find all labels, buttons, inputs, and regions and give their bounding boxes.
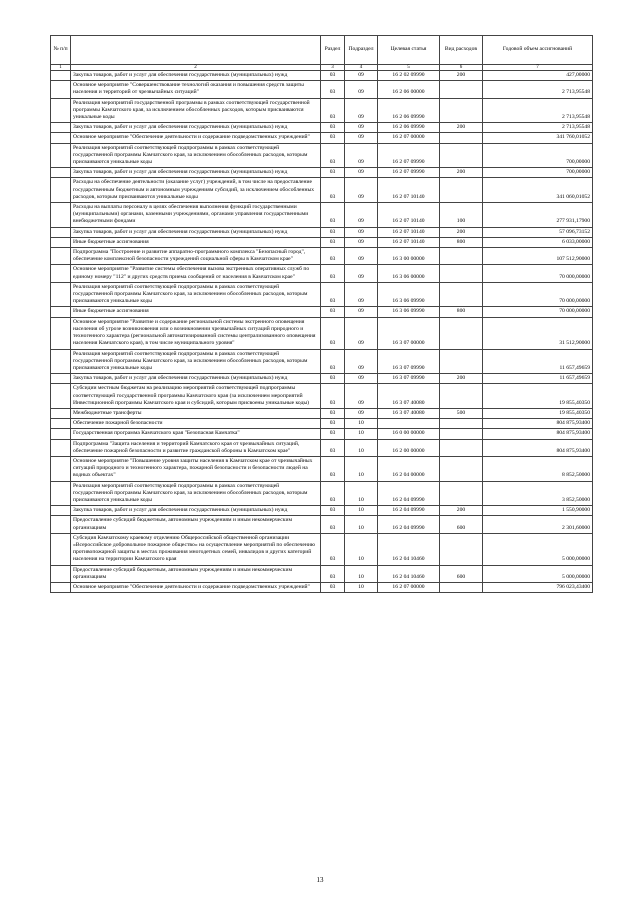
cell-name: Иные бюджетные ассигнования — [71, 237, 321, 247]
table-row — [51, 237, 593, 247]
table-row — [51, 456, 593, 481]
column-number: 1 — [51, 65, 71, 71]
table-row — [51, 374, 593, 384]
table-row — [51, 282, 593, 307]
cell-target: 16 3 07 40080 — [378, 384, 440, 409]
cell-vid — [440, 429, 483, 439]
cell-vid — [440, 317, 483, 349]
cell-num — [51, 123, 71, 133]
cell-num — [51, 143, 71, 168]
cell-razdel: 03 — [321, 384, 345, 409]
table-row — [51, 408, 593, 418]
cell-target: 16 3 07 00000 — [378, 317, 440, 349]
cell-num — [51, 439, 71, 456]
cell-podrazdel: 10 — [345, 533, 378, 565]
cell-target: 16 2 00 00000 — [378, 439, 440, 456]
table-row — [51, 81, 593, 98]
cell-num — [51, 307, 71, 317]
table-row — [51, 384, 593, 409]
cell-num — [51, 419, 71, 429]
cell-num — [51, 71, 71, 81]
cell-name: Подпрограмма "Защита населения и территорий Камчатского края от чрезвычайных ситуаций, обеспечение пожарной безопасности и развитие гражданской обороны в Камчатском крае" — [71, 439, 321, 456]
cell-num — [51, 506, 71, 516]
cell-amount: 8 852,50000 — [483, 456, 593, 481]
cell-num — [51, 282, 71, 307]
cell-podrazdel: 10 — [345, 439, 378, 456]
cell-podrazdel: 09 — [345, 265, 378, 282]
table-row — [51, 533, 593, 565]
header-name — [71, 36, 321, 65]
cell-vid: 200 — [440, 123, 483, 133]
cell-num — [51, 178, 71, 203]
cell-vid — [440, 133, 483, 143]
cell-razdel: 03 — [321, 481, 345, 506]
table-row — [51, 565, 593, 582]
cell-razdel: 03 — [321, 265, 345, 282]
cell-vid: 500 — [440, 408, 483, 418]
cell-amount: 3 852,50000 — [483, 481, 593, 506]
cell-name: Реализация мероприятий соответствующей подпрограммы в рамках соответствующей государственной программы Камчатского края, за исключением обособленных расходов, которым присваиваются уникальные коды — [71, 143, 321, 168]
cell-target: 16 2 04 09990 — [378, 516, 440, 533]
table-row — [51, 506, 593, 516]
cell-num — [51, 533, 71, 565]
cell-name: Закупка товаров, работ и услуг для обеспечения государственных (муниципальных) нужд — [71, 374, 321, 384]
cell-podrazdel: 10 — [345, 481, 378, 506]
cell-podrazdel: 09 — [345, 168, 378, 178]
cell-num — [51, 481, 71, 506]
cell-target: 16 2 07 10140 — [378, 178, 440, 203]
cell-podrazdel: 09 — [345, 237, 378, 247]
header-podrazdel: Подраздел — [345, 36, 378, 65]
cell-target: 16 3 06 09990 — [378, 307, 440, 317]
cell-vid: 100 — [440, 203, 483, 228]
cell-num — [51, 248, 71, 265]
cell-razdel: 03 — [321, 516, 345, 533]
cell-num — [51, 582, 71, 592]
cell-podrazdel: 09 — [345, 282, 378, 307]
cell-target: 16 2 07 00000 — [378, 582, 440, 592]
cell-vid — [440, 143, 483, 168]
cell-amount: 11 657,49659 — [483, 374, 593, 384]
cell-razdel: 03 — [321, 506, 345, 516]
cell-vid — [440, 282, 483, 307]
column-number: 7 — [483, 65, 593, 71]
cell-name: Обеспечение пожарной безопасности — [71, 419, 321, 429]
cell-num — [51, 384, 71, 409]
cell-amount: 804 875,93400 — [483, 419, 593, 429]
column-number: 2 — [71, 65, 321, 71]
table-row — [51, 429, 593, 439]
cell-amount: 57 096,73152 — [483, 227, 593, 237]
cell-name: Расходы на выплаты персоналу в целях обеспечения выполнения функций государственными (муниципальными) органами, казенными учреждениями, органами управления государственными внебюджетными фондами — [71, 203, 321, 228]
cell-target: 16 2 04 09990 — [378, 506, 440, 516]
cell-podrazdel: 09 — [345, 81, 378, 98]
cell-amount: 107 512,90000 — [483, 248, 593, 265]
cell-num — [51, 317, 71, 349]
table-row — [51, 123, 593, 133]
cell-razdel: 03 — [321, 429, 345, 439]
table-row — [51, 317, 593, 349]
cell-amount: 70 000,00000 — [483, 265, 593, 282]
header-num: № п/п — [51, 36, 71, 65]
cell-target: 16 2 04 10460 — [378, 533, 440, 565]
cell-target: 16 2 04 10460 — [378, 565, 440, 582]
cell-name: Основное мероприятие "Развитие и содержание региональной системы экстренного оповещения населения об угрозе возникновения или о возникновении чрезвычайных ситуаций природного и техногенного характера (региональной автоматизированной системы централизованного оповещения населения Камчатского края), в том числе муниципального уровня" — [71, 317, 321, 349]
table-row — [51, 71, 593, 81]
cell-razdel: 03 — [321, 419, 345, 429]
cell-num — [51, 98, 71, 123]
table-row — [51, 227, 593, 237]
budget-document — [50, 35, 592, 593]
cell-amount: 427,00000 — [483, 71, 593, 81]
cell-razdel: 03 — [321, 282, 345, 307]
cell-razdel: 03 — [321, 248, 345, 265]
cell-vid — [440, 248, 483, 265]
cell-vid: 800 — [440, 237, 483, 247]
table-row — [51, 481, 593, 506]
cell-name: Закупка товаров, работ и услуг для обеспечения государственных (муниципальных) нужд — [71, 123, 321, 133]
table-row — [51, 307, 593, 317]
table-row — [51, 178, 593, 203]
cell-amount: 2 713,95548 — [483, 98, 593, 123]
cell-podrazdel: 09 — [345, 178, 378, 203]
cell-razdel: 03 — [321, 71, 345, 81]
cell-num — [51, 516, 71, 533]
cell-amount: 11 657,49659 — [483, 349, 593, 374]
table-body — [51, 71, 593, 593]
cell-amount: 19 855,40350 — [483, 384, 593, 409]
table-row — [51, 419, 593, 429]
cell-target: 16 2 04 09990 — [378, 481, 440, 506]
cell-num — [51, 349, 71, 374]
cell-podrazdel: 10 — [345, 516, 378, 533]
table-row — [51, 203, 593, 228]
cell-name: Реализация мероприятий соответствующей подпрограммы в рамках соответствующей государственной программы Камчатского края, за исключением обособленных расходов, которым присваиваются уникальные коды — [71, 481, 321, 506]
cell-vid: 200 — [440, 71, 483, 81]
cell-razdel: 03 — [321, 317, 345, 349]
cell-name: Основное мероприятие "Повышение уровня защиты населения в Камчатском крае от чрезвычайных ситуаций природного и техногенного характера, пожарной безопасности и безопасности людей на водных объектах" — [71, 456, 321, 481]
table-row — [51, 349, 593, 374]
cell-podrazdel: 09 — [345, 349, 378, 374]
cell-target: 16 3 07 09990 — [378, 349, 440, 374]
cell-target: 16 2 06 00000 — [378, 81, 440, 98]
cell-target: 16 3 07 40080 — [378, 408, 440, 418]
cell-podrazdel: 10 — [345, 565, 378, 582]
cell-name: Межбюджетные трансферты — [71, 408, 321, 418]
cell-amount: 700,00000 — [483, 143, 593, 168]
cell-vid — [440, 178, 483, 203]
cell-target: 16 2 06 09990 — [378, 123, 440, 133]
cell-amount: 796 023,43400 — [483, 582, 593, 592]
header-amount: Годовой объем ассигнований — [483, 36, 593, 65]
cell-target — [378, 419, 440, 429]
cell-target: 16 3 06 09990 — [378, 282, 440, 307]
table-row — [51, 582, 593, 592]
table-row — [51, 133, 593, 143]
column-number: 6 — [440, 65, 483, 71]
cell-amount: 1 550,90000 — [483, 506, 593, 516]
cell-target: 16 3 06 00000 — [378, 265, 440, 282]
cell-razdel: 03 — [321, 178, 345, 203]
column-number: 4 — [345, 65, 378, 71]
cell-amount: 2 713,95548 — [483, 123, 593, 133]
cell-amount: 804 875,93400 — [483, 439, 593, 456]
cell-vid — [440, 81, 483, 98]
cell-name: Расходы на обеспечение деятельности (оказание услуг) учреждений, в том числе на предоставление государственным бюджетным и автономным учреждениям субсидий, за исключением обособленных расходов, которым присваиваются уникальные коды — [71, 178, 321, 203]
table-row — [51, 248, 593, 265]
cell-amount: 19 855,40350 — [483, 408, 593, 418]
cell-razdel: 03 — [321, 227, 345, 237]
cell-num — [51, 237, 71, 247]
cell-vid — [440, 384, 483, 409]
cell-amount: 2 301,60000 — [483, 516, 593, 533]
cell-amount: 2 713,95548 — [483, 81, 593, 98]
cell-amount: 277 931,17900 — [483, 203, 593, 228]
column-number: 5 — [378, 65, 440, 71]
cell-amount: 5 000,00000 — [483, 533, 593, 565]
cell-podrazdel: 10 — [345, 506, 378, 516]
cell-num — [51, 168, 71, 178]
cell-vid: 200 — [440, 374, 483, 384]
cell-vid: 800 — [440, 307, 483, 317]
table-row — [51, 98, 593, 123]
table-header — [51, 36, 593, 71]
cell-podrazdel: 09 — [345, 227, 378, 237]
cell-vid: 600 — [440, 516, 483, 533]
cell-name: Закупка товаров, работ и услуг для обеспечения государственных (муниципальных) нужд — [71, 227, 321, 237]
cell-num — [51, 565, 71, 582]
cell-razdel: 03 — [321, 81, 345, 98]
cell-podrazdel: 09 — [345, 143, 378, 168]
cell-num — [51, 374, 71, 384]
cell-podrazdel: 09 — [345, 71, 378, 81]
cell-target: 16 2 07 10140 — [378, 227, 440, 237]
cell-podrazdel: 09 — [345, 408, 378, 418]
cell-razdel: 03 — [321, 439, 345, 456]
cell-vid — [440, 533, 483, 565]
cell-vid: 200 — [440, 227, 483, 237]
cell-razdel: 03 — [321, 123, 345, 133]
cell-target: 16 2 06 09990 — [378, 98, 440, 123]
cell-name: Предоставление субсидий бюджетным, автономным учреждениям и иным некоммерческим организациям — [71, 516, 321, 533]
cell-name: Иные бюджетные ассигнования — [71, 307, 321, 317]
cell-name: Закупка товаров, работ и услуг для обеспечения государственных (муниципальных) нужд — [71, 506, 321, 516]
cell-podrazdel: 10 — [345, 582, 378, 592]
table-row — [51, 265, 593, 282]
column-number: 3 — [321, 65, 345, 71]
cell-num — [51, 408, 71, 418]
cell-podrazdel: 10 — [345, 429, 378, 439]
cell-target: 16 3 07 09990 — [378, 374, 440, 384]
cell-razdel: 03 — [321, 374, 345, 384]
cell-target: 16 0 00 00000 — [378, 429, 440, 439]
table-row — [51, 168, 593, 178]
cell-num — [51, 429, 71, 439]
cell-name: Основное мероприятие "Совершенствование технологий оказания и повышения средств защиты населения и территорий от чрезвычайных ситуаций" — [71, 81, 321, 98]
cell-name: Реализация мероприятий государственной программы в рамках соответствующей государственной программы Камчатского края, за исключением обособленных расходов, которым присваиваются уникальные коды — [71, 98, 321, 123]
cell-num — [51, 133, 71, 143]
cell-podrazdel: 09 — [345, 374, 378, 384]
cell-target: 16 2 07 00000 — [378, 133, 440, 143]
cell-name: Основное мероприятие "Обеспечение деятельности и содержание подведомственных учреждений" — [71, 582, 321, 592]
cell-vid — [440, 481, 483, 506]
cell-target: 16 2 07 09990 — [378, 168, 440, 178]
cell-name: Предоставление субсидий бюджетным, автономным учреждениям и иным некоммерческим организациям — [71, 565, 321, 582]
cell-razdel: 03 — [321, 98, 345, 123]
cell-amount: 31 512,90000 — [483, 317, 593, 349]
cell-name: Реализация мероприятий соответствующей подпрограммы в рамках соответствующей государственной программы Камчатского края, за исключением обособленных расходов, которым присваиваются уникальные коды — [71, 282, 321, 307]
cell-num — [51, 203, 71, 228]
cell-target: 16 2 04 00000 — [378, 456, 440, 481]
cell-name: Закупка товаров, работ и услуг для обеспечения государственных (муниципальных) нужд — [71, 168, 321, 178]
cell-num — [51, 456, 71, 481]
cell-target: 16 3 00 00000 — [378, 248, 440, 265]
cell-razdel: 03 — [321, 203, 345, 228]
page-number: 13 — [316, 876, 324, 884]
cell-razdel: 03 — [321, 565, 345, 582]
cell-vid — [440, 456, 483, 481]
cell-vid — [440, 419, 483, 429]
cell-vid — [440, 98, 483, 123]
cell-razdel: 03 — [321, 582, 345, 592]
cell-razdel: 03 — [321, 133, 345, 143]
cell-podrazdel: 09 — [345, 123, 378, 133]
table-row — [51, 143, 593, 168]
cell-target: 16 2 07 09990 — [378, 143, 440, 168]
cell-podrazdel: 09 — [345, 203, 378, 228]
cell-target: 16 2 02 09990 — [378, 71, 440, 81]
cell-podrazdel: 09 — [345, 317, 378, 349]
cell-vid: 600 — [440, 565, 483, 582]
cell-amount: 700,00000 — [483, 168, 593, 178]
cell-razdel: 03 — [321, 349, 345, 374]
cell-vid — [440, 582, 483, 592]
cell-amount: 70 000,00000 — [483, 307, 593, 317]
cell-name: Подпрограмма "Построение и развитие аппаратно-программного комплекса "Безопасный город", обеспечение комплексной безопасности учреждений социальной сферы в Камчатском крае" — [71, 248, 321, 265]
cell-razdel: 03 — [321, 168, 345, 178]
cell-num — [51, 265, 71, 282]
cell-name: Основное мероприятие "Развитие системы обеспечения вызова экстренных оперативных служб по единому номеру "112" и других средств приема сообщений от населения в Камчатском крае" — [71, 265, 321, 282]
cell-podrazdel: 09 — [345, 248, 378, 265]
cell-amount: 70 000,00000 — [483, 282, 593, 307]
cell-podrazdel: 10 — [345, 419, 378, 429]
cell-razdel: 03 — [321, 143, 345, 168]
cell-podrazdel: 09 — [345, 384, 378, 409]
cell-vid — [440, 349, 483, 374]
cell-vid — [440, 265, 483, 282]
cell-podrazdel: 09 — [345, 98, 378, 123]
cell-razdel: 03 — [321, 307, 345, 317]
cell-razdel: 03 — [321, 456, 345, 481]
cell-target: 16 2 07 10140 — [378, 237, 440, 247]
cell-vid: 200 — [440, 506, 483, 516]
table-row — [51, 516, 593, 533]
budget-table — [50, 35, 593, 593]
cell-podrazdel: 10 — [345, 456, 378, 481]
cell-target: 16 2 07 10140 — [378, 203, 440, 228]
cell-num — [51, 227, 71, 237]
cell-name: Основное мероприятие "Обеспечение деятельности и содержание подведомственных учреждений" — [71, 133, 321, 143]
table-row — [51, 439, 593, 456]
cell-name: Реализация мероприятий соответствующей подпрограммы в рамках соответствующей государственной программы Камчатского края, за исключением обособленных расходов, которым присваиваются уникальные коды — [71, 349, 321, 374]
cell-podrazdel: 09 — [345, 307, 378, 317]
cell-num — [51, 81, 71, 98]
cell-amount: 341 060,01052 — [483, 178, 593, 203]
cell-amount: 6 033,00000 — [483, 237, 593, 247]
cell-name: Субсидии местным бюджетам на реализацию мероприятий соответствующей подпрограммы соответствующей государственной программы Камчатского края (за исключением мероприятий Инвестиционной программы Камчатского края и субсидий, которым присвоены уникальные коды) — [71, 384, 321, 409]
header-razdel: Раздел — [321, 36, 345, 65]
cell-podrazdel: 09 — [345, 133, 378, 143]
header-target: Целевая статья — [378, 36, 440, 65]
cell-name: Государственная программа Камчатского края "Безопасная Камчатка" — [71, 429, 321, 439]
cell-name: Субсидия Камчатскому краевому отделению Общероссийской общественной организации «Всероссийское добровольное пожарное общество» на осуществление мероприятий по обеспечению противопожарной защиты в местах проживания многодетных семей, инвалидов и других категорий населения на территории Камчатского края — [71, 533, 321, 565]
cell-razdel: 03 — [321, 533, 345, 565]
cell-vid — [440, 439, 483, 456]
cell-razdel: 03 — [321, 408, 345, 418]
header-vid: Вид расходов — [440, 36, 483, 65]
cell-amount: 804 875,93400 — [483, 429, 593, 439]
cell-amount: 5 000,00000 — [483, 565, 593, 582]
cell-razdel: 03 — [321, 237, 345, 247]
cell-name: Закупка товаров, работ и услуг для обеспечения государственных (муниципальных) нужд — [71, 71, 321, 81]
cell-vid: 200 — [440, 168, 483, 178]
cell-amount: 341 760,01052 — [483, 133, 593, 143]
